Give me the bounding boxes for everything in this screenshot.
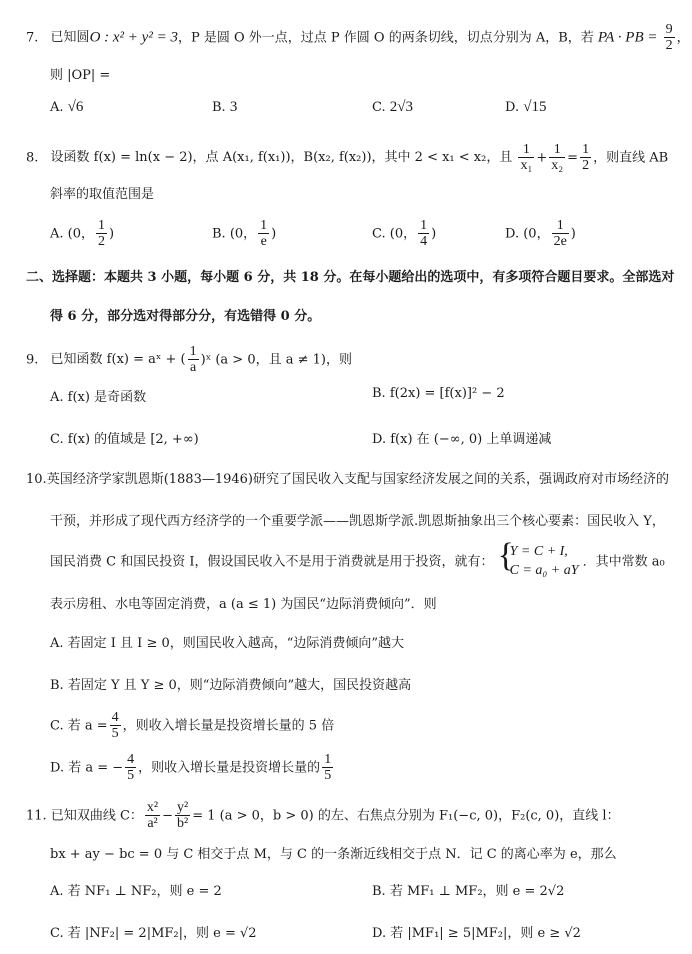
q11-option-a: A. 若 NF₁ ⊥ NF₂，则 e = 2 bbox=[50, 884, 222, 899]
q11-number: 11. bbox=[26, 808, 47, 824]
q8-stem-line2: 斜率的取值范围是 bbox=[50, 187, 155, 202]
q10-number: 10. bbox=[26, 472, 47, 487]
q8-fraction-3: $\frac{1}{2}$ bbox=[582, 142, 590, 174]
q7-option-a: A. √6 bbox=[50, 99, 84, 115]
q10-equation-system: { Y = C + I, C = a₀ + aY bbox=[498, 543, 579, 581]
q11-option-c: C. 若 |NF₂| = 2|MF₂|，则 e = √2 bbox=[50, 926, 257, 941]
q10-option-c: C. 若 a = $\frac{4}{5}$ ，则收入增长量是投资增长量的 5 倍 bbox=[50, 710, 335, 742]
q11-option-b: B. 若 MF₁ ⊥ MF₂，则 e = 2√2 bbox=[372, 884, 565, 899]
q10-option-b: B. 若固定 Y 且 Y ≥ 0，则“边际消费倾向”越大，国民投资越高 bbox=[50, 678, 412, 693]
q10-stem-line1 bbox=[26, 468, 692, 487]
q8-fraction-1: $\frac{1}{\text{x₁}}$ bbox=[520, 142, 533, 174]
q11-fraction-1: $\frac{\text{x²}}{\text{a²}}$ bbox=[146, 800, 159, 832]
q9-fraction: $\frac{1}{a}$ bbox=[189, 344, 197, 376]
q7-stem-line2: 则 |OP| = bbox=[50, 68, 111, 83]
q7-text-c: ， bbox=[676, 30, 690, 46]
q10-stem-line2: 干预，并形成了现代西方经济学的一个重要学派——凯恩斯学派.凯恩斯抽象出三个核心要素：国民收入 Y， bbox=[50, 514, 665, 529]
q7-option-b: B. 3 bbox=[212, 99, 238, 115]
q9-text-a: 已知函数 f(x) = aˣ + ( bbox=[50, 352, 186, 368]
q9-option-a: A. f(x) 是奇函数 bbox=[50, 390, 147, 405]
q11-stem-line2: bx + ay − bc = 0 与 C 相交于点 M，与 C 的一条渐近线相交于点 N．记 C 的离心率为 e，那么 bbox=[50, 847, 617, 862]
q7-number: 7. bbox=[26, 30, 39, 46]
q9-stem bbox=[26, 344, 692, 376]
q8-option-a: A. (0， $\frac{1}{2}$ ) bbox=[50, 218, 115, 250]
q8-text-b: ，则直线 AB bbox=[593, 150, 669, 166]
q7-option-c: C. 2√3 bbox=[372, 99, 413, 115]
q10-option-d: D. 若 a = − $\frac{4}{5}$ ，则收入增长量是投资增长量的 $\frac{1}{5}$ bbox=[50, 752, 332, 784]
q9-option-d: D. f(x) 在 (−∞, 0) 上单调递减 bbox=[372, 432, 552, 447]
q10-text-line3a: 国民消费 C 和国民投资 I，假设国民收入不是用于消费就是用于投资，就有： bbox=[50, 554, 494, 570]
q10-stem-line3 bbox=[50, 543, 692, 581]
q9-option-c: C. f(x) 的值域是 [2, +∞) bbox=[50, 432, 199, 447]
q7-dot-product: PA · PB = bbox=[597, 29, 658, 46]
section-2-line1: 二、选择题：本题共 3 小题，每小题 6 分，共 18 分。在每小题给出的选项中，有多项符合题目要求。全部选对 bbox=[26, 270, 675, 285]
q8-option-b: B. (0， $\frac{1}{e}$ ) bbox=[212, 218, 277, 250]
q7-option-d: D. √15 bbox=[505, 99, 547, 115]
q7-circle-equation: O : x² + y² = 3 bbox=[89, 29, 178, 46]
q10-text-line1: 英国经济学家凯恩斯(1883—1946)研究了国民收入支配与国家经济发展之间的关系，强调政府对市场经济的 bbox=[46, 472, 669, 487]
q8-option-d: D. (0， $\frac{1}{2e}$ ) bbox=[505, 218, 576, 250]
q9-option-b: B. f(2x) = [f(x)]² − 2 bbox=[372, 386, 505, 401]
q8-stem-line1 bbox=[26, 142, 692, 174]
q10-option-a: A. 若固定 I 且 I ≥ 0，则国民收入越高，“边际消费倾向”越大 bbox=[50, 636, 405, 651]
q7-fraction: $\frac{9}{2}$ bbox=[665, 22, 673, 54]
q9-text-b: )ˣ (a > 0，且 a ≠ 1)，则 bbox=[200, 352, 352, 368]
section-2-line2: 得 6 分，部分选对得部分分，有选错得 0 分。 bbox=[50, 309, 321, 324]
q11-stem-line1 bbox=[26, 800, 692, 832]
q7-text-b: ，P 是圆 O 外一点，过点 P 作圆 O 的两条切线，切点分别为 A，B，若 bbox=[177, 30, 594, 46]
q11-minus: − bbox=[162, 808, 174, 824]
q8-text-a: 设函数 f(x) = ln(x − 2)，点 A(x₁, f(x₁))，B(x₂, f(x₂))，其中 2 < x₁ < x₂，且 bbox=[50, 150, 513, 166]
q11-option-d: D. 若 |MF₁| ≥ 5|MF₂|，则 e ≥ √2 bbox=[372, 926, 581, 941]
q7-stem-line1 bbox=[26, 22, 692, 54]
q11-text-b: = 1 (a > 0，b > 0) 的左、右焦点分别为 F₁(−c, 0)，F₂(c, 0)，直线 l： bbox=[192, 808, 620, 824]
q8-plus: + bbox=[536, 150, 548, 166]
q11-text-a: 已知双曲线 C： bbox=[50, 808, 143, 824]
q10-stem-line4: 表示房租、水电等固定消费，a (a ≤ 1) 为国民“边际消费倾向”．则 bbox=[50, 597, 437, 612]
q8-number: 8. bbox=[26, 150, 39, 166]
q8-option-c: C. (0， $\frac{1}{4}$ ) bbox=[372, 218, 437, 250]
q8-fraction-2: $\frac{1}{\text{x₂}}$ bbox=[551, 142, 564, 174]
q11-fraction-2: $\frac{\text{y²}}{\text{b²}}$ bbox=[177, 800, 189, 832]
q7-text-a: 已知圆 bbox=[50, 30, 90, 46]
q9-number: 9. bbox=[26, 352, 39, 368]
q8-equals: = bbox=[567, 150, 579, 166]
q10-text-line3b: ．其中常数 a₀ bbox=[582, 554, 665, 570]
